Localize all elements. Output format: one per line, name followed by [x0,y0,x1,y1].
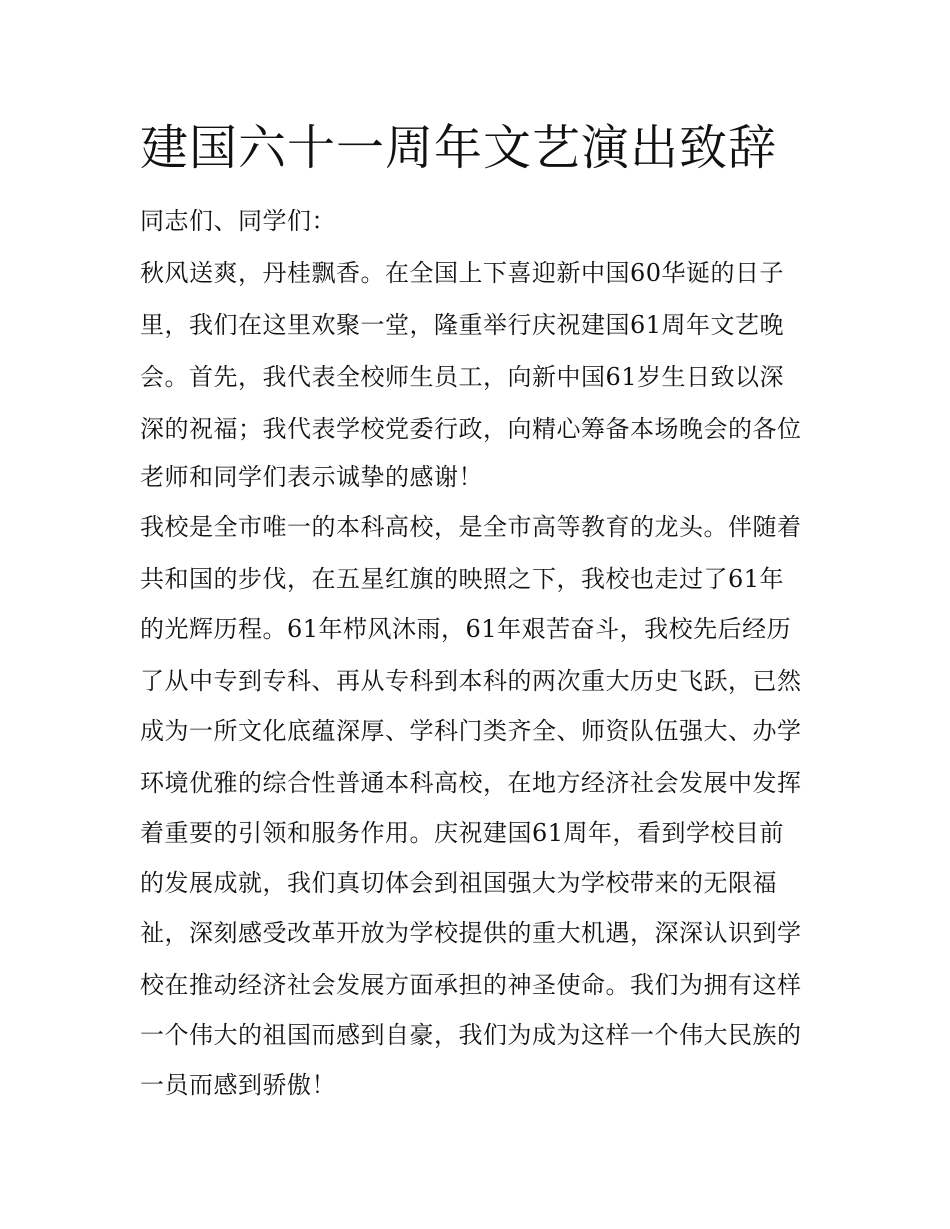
document-title: 建国六十一周年文艺演出致辞 [140,120,778,176]
body-line: 成为一所文化底蕴深厚、学科门类齐全、师资队伍强大、办学 [140,717,802,745]
salutation-line: 同志们、同学们： [140,207,336,235]
body-line: 里，我们在这里欢聚一堂，隆重举行庆祝建国61周年文艺晚 [140,311,785,339]
body-line: 的发展成就，我们真切体会到祖国强大为学校带来的无限福 [140,869,777,897]
body-line: 共和国的步伐，在五星红旗的映照之下，我校也走过了61年 [140,565,785,593]
body-line: 的光辉历程。61年栉风沐雨，61年艰苦奋斗，我校先后经历 [140,615,792,643]
body-line: 一个伟大的祖国而感到自豪，我们为成为这样一个伟大民族的 [140,1021,802,1049]
body-line: 我校是全市唯一的本科高校，是全市高等教育的龙头。伴随着 [140,513,802,541]
body-line: 祉，深刻感受改革开放为学校提供的重大机遇，深深认识到学 [140,919,802,947]
body-line: 环境优雅的综合性普通本科高校，在地方经济社会发展中发挥 [140,769,802,797]
body-line: 会。首先，我代表全校师生员工，向新中国61岁生日致以深 [140,363,785,391]
body-line: 校在推动经济社会发展方面承担的神圣使命。我们为拥有这样 [140,971,802,999]
body-line: 老师和同学们表示诚挚的感谢！ [140,463,483,491]
body-line: 深的祝福；我代表学校党委行政，向精心筹备本场晚会的各位 [140,415,802,443]
body-line: 着重要的引领和服务作用。庆祝建国61周年，看到学校目前 [140,819,785,847]
body-line: 一员而感到骄傲！ [140,1071,336,1099]
body-line: 了从中专到专科、再从专科到本科的两次重大历史飞跃，已然 [140,667,802,695]
body-line: 秋风送爽，丹桂飘香。在全国上下喜迎新中国60华诞的日子 [140,259,785,287]
